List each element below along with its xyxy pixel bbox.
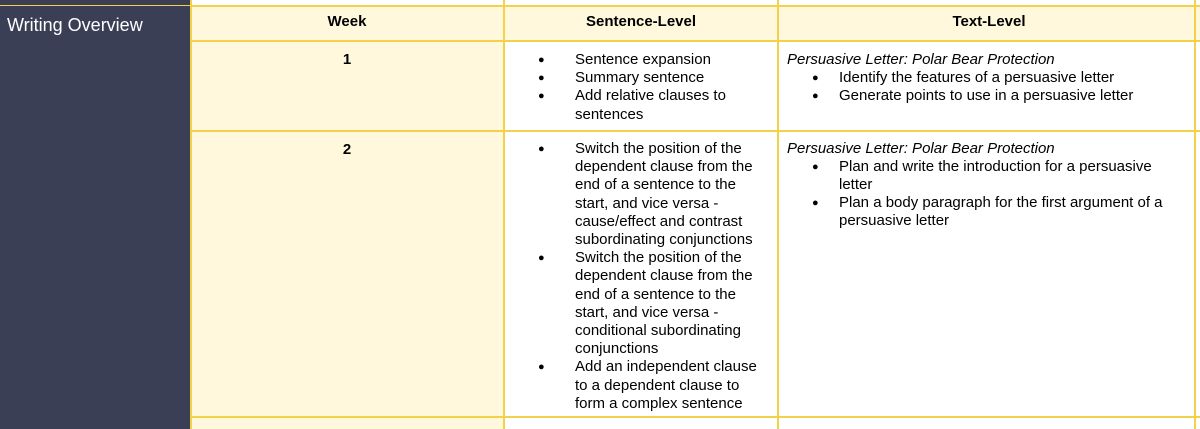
sidebar-title: Writing Overview — [7, 15, 143, 35]
list-item: ● Generate points to use in a persuasive letter — [807, 87, 1187, 105]
text-level-title: Persuasive Letter: Polar Bear Protection — [787, 140, 1055, 157]
sidebar — [0, 0, 190, 429]
list-item: ● Sentence expansion — [538, 51, 768, 69]
list-item: ● Switch the position of the dependent clause from the end of a sentence to the start, and vice versa - conditional subordinating conjunctions — [538, 249, 768, 358]
week-number: 1 — [342, 51, 352, 68]
list-item: ● Plan and write the introduction for a persuasive letter — [807, 158, 1187, 194]
sentence-level-column-header: Sentence-Level — [585, 13, 697, 30]
week-number: 2 — [342, 141, 352, 158]
text-level-list — [807, 69, 1187, 105]
writing-overview-table — [190, 0, 1200, 429]
week-column-header: Week — [327, 13, 367, 30]
text-level-list — [807, 158, 1187, 230]
week-3-cell — [190, 417, 504, 429]
sentence-level-list — [538, 140, 768, 413]
list-item: ● Summary sentence — [538, 69, 768, 87]
sidebar-divider — [0, 5, 190, 6]
grid-line — [190, 40, 1200, 42]
grid-line — [190, 130, 1200, 132]
week-2-cell — [190, 131, 504, 417]
sentence-level-list — [538, 51, 768, 124]
list-item: ● Add relative clauses to sentences — [538, 87, 768, 123]
grid-line — [777, 0, 779, 429]
list-item: ● Plan a body paragraph for the first argument of a persuasive letter — [807, 194, 1187, 230]
text-level-column-header: Text-Level — [952, 13, 1026, 30]
grid-line — [1194, 0, 1196, 429]
list-item: ● Switch the position of the dependent clause from the end of a sentence to the start, and vice versa - cause/effect and contrast subordinating conjunctions — [538, 140, 768, 249]
text-level-title: Persuasive Letter: Polar Bear Protection — [787, 51, 1055, 68]
list-item: ● Add an independent clause to a dependent clause to form a complex sentence — [538, 358, 768, 413]
list-item: ● Identify the features of a persuasive letter — [807, 69, 1187, 87]
grid-line — [190, 416, 1200, 418]
